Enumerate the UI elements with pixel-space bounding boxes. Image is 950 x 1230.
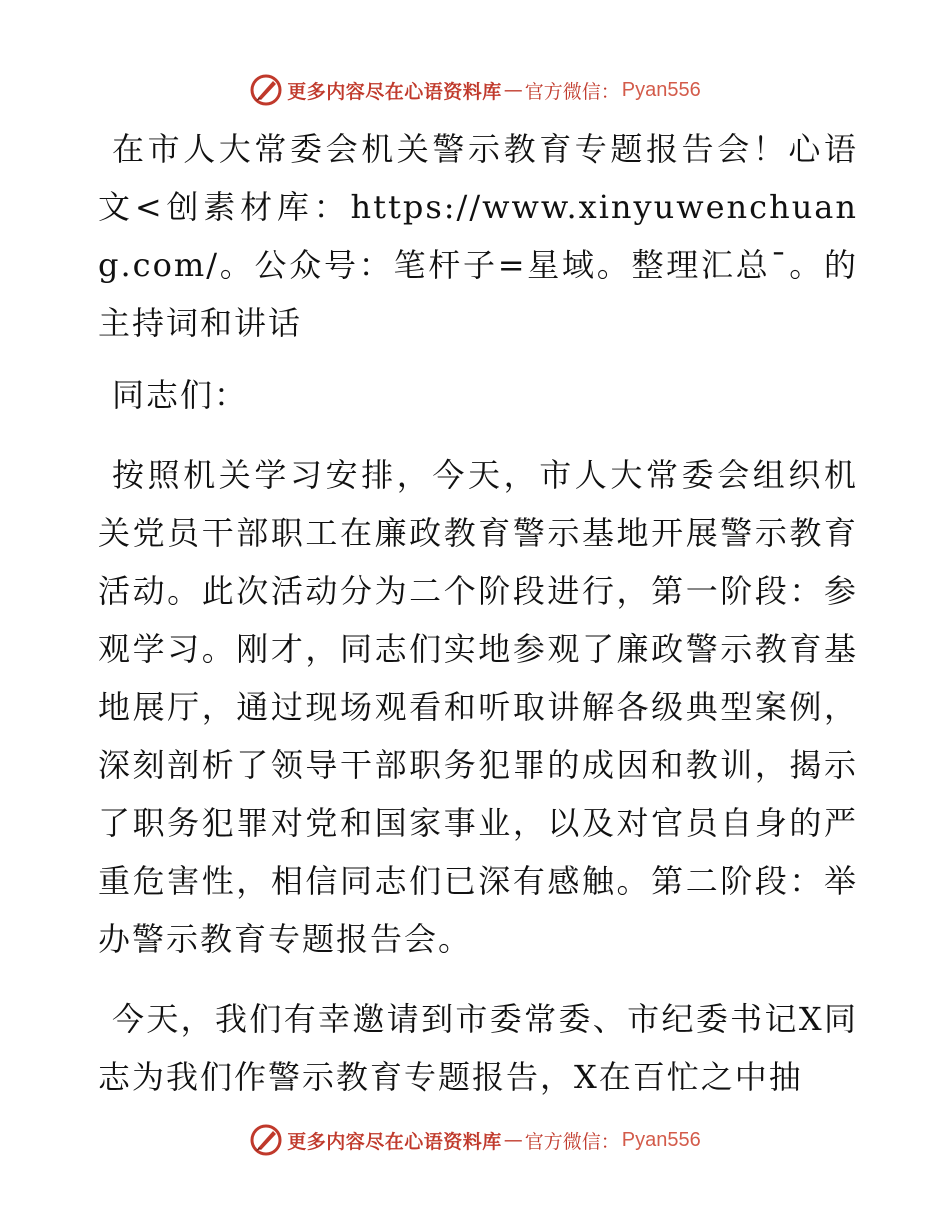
paragraph-1: 按照机关学习安排，今天，市人大常委会组织机关党员干部职工在廉政教育警示基地开展警示教育活动。此次活动分为二个阶段进行，第一阶段：参观学习。刚才，同志们实地参观了廉政警示教育基地展厅，通过现场观看和听取讲解各级典型案例，深刻剖析了领导干部职务犯罪的成因和教训，揭示了职务犯罪对党和国家事业，以及对官员自身的严重危害性，相信同志们已深有感触。第二阶段：举办警示教育专题报告会。: [98, 456, 858, 958]
footer-banner: [0, 1120, 950, 1160]
salutation: 同志们：: [112, 376, 249, 414]
header-wechat-label: 官方微信：: [524, 80, 620, 103]
document-body: [98, 120, 858, 1128]
header-site-text: 更多内容尽在心语资料库: [287, 80, 502, 103]
header-wechat-id: Pyan556: [621, 78, 701, 101]
footer-separator: —: [503, 1129, 523, 1151]
quill-pen-icon: [249, 1123, 283, 1157]
paragraph-2: 今天，我们有幸邀请到市委常委、市纪委书记X同志为我们作警示教育专题报告，X在百忙之中抽: [98, 1000, 858, 1096]
footer-wechat-id: Pyan556: [621, 1128, 701, 1151]
footer-wechat-label: 官方微信：: [524, 1130, 620, 1153]
document-title: 在市人大常委会机关警示教育专题报告会！心语文<创素材库：https://www.xinyuwenchuang.com/。公众号：笔杆子=星域。整理汇总¯。的主持词和讲话: [98, 130, 858, 342]
quill-pen-icon: [249, 73, 283, 107]
footer-site-text: 更多内容尽在心语资料库: [287, 1130, 502, 1153]
header-banner: [0, 70, 950, 110]
header-separator: —: [503, 79, 523, 101]
